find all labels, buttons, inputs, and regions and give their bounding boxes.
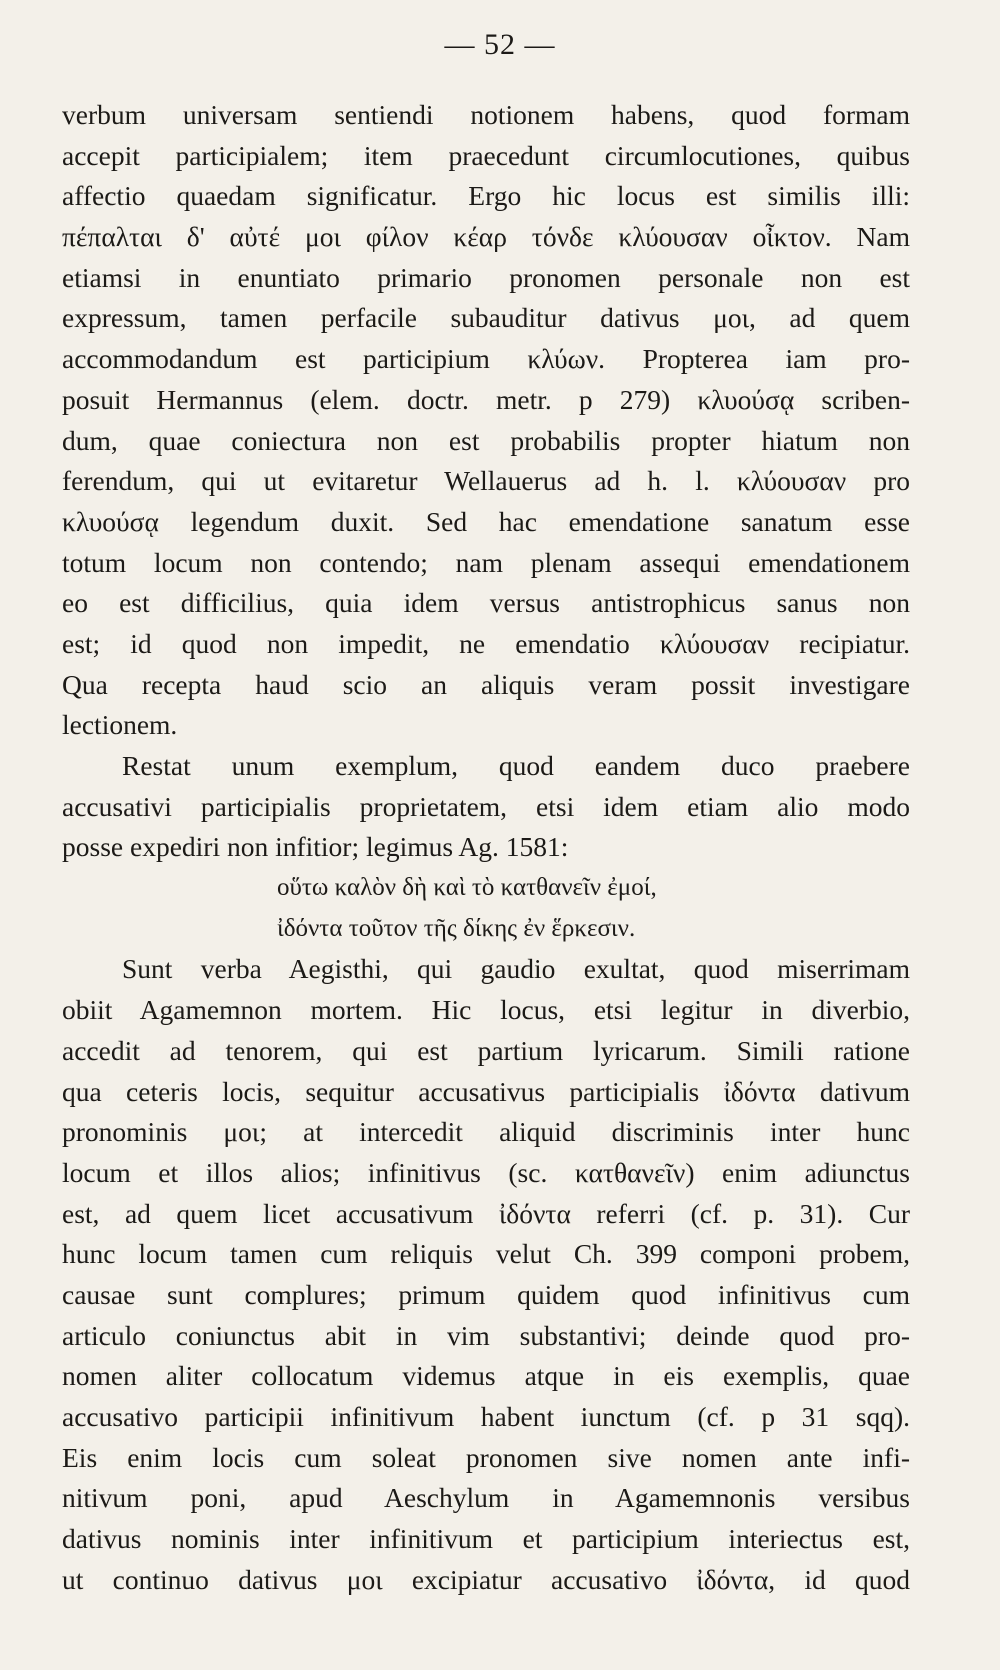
text-line: eo est difficilius, quia idem versus antistrophicus sanus non	[62, 587, 910, 619]
text-line: est; id quod non impedit, ne emendatio κλύουσαν recipiatur.	[62, 627, 910, 659]
quoted-verse-line: οὕτω καλὸν δὴ καὶ τὸ κατθανεῖν ἐμοί,	[277, 874, 657, 902]
text-line: etiamsi in enuntiato primario pronomen personale non est	[62, 261, 910, 293]
text-line: expressum, tamen perfacile subauditur dativus μοι, ad quem	[62, 302, 910, 334]
text-line: accusativi participialis proprietatem, etsi idem etiam alio modo	[62, 790, 910, 822]
text-line: posuit Hermannus (elem. doctr. metr. p 279) κλυούσᾳ scriben-	[62, 383, 910, 415]
text-line: ferendum, qui ut evitaretur Wellauerus ad h. l. κλύουσαν pro	[62, 465, 910, 497]
text-line: ut continuo dativus μοι excipiatur accusativo ἰδόντα, id quod	[62, 1563, 910, 1595]
text-line: nitivum poni, apud Aeschylum in Agamemnonis versibus	[62, 1482, 910, 1514]
text-line: accommodandum est participium κλύων. Propterea iam pro-	[62, 343, 910, 375]
text-line: nomen aliter collocatum videmus atque in eis exemplis, quae	[62, 1360, 910, 1392]
text-line: causae sunt complures; primum quidem quod infinitivus cum	[62, 1278, 910, 1310]
text-line: articulo coniunctus abit in vim substantivi; deinde quod pro-	[62, 1319, 910, 1351]
text-line: Qua recepta haud scio an aliquis veram possit investigare	[62, 668, 910, 700]
text-line: obiit Agamemnon mortem. Hic locus, etsi legitur in diverbio,	[62, 994, 910, 1026]
body-text	[62, 95, 910, 1600]
text-line: pronominis μοι; at intercedit aliquid discriminis inter hunc	[62, 1116, 910, 1148]
text-line: accusativo participii infinitivum habent iunctum (cf. p 31 sqq).	[62, 1401, 910, 1432]
text-line: dativus nominis inter infinitivum et participium interiectus est,	[62, 1523, 910, 1555]
text-line: locum et illos alios; infinitivus (sc. κατθανεῖν) enim adiunctus	[62, 1156, 910, 1188]
text-line: πέπαλται δ' αὐτέ μοι φίλον κέαρ τόνδε κλύουσαν οἶκτον. Nam	[62, 221, 910, 253]
text-line: qua ceteris locis, sequitur accusativus participialis ἰδόντα dativum	[62, 1075, 910, 1107]
text-line: accedit ad tenorem, qui est partium lyricarum. Simili ratione	[62, 1034, 910, 1066]
text-line: Eis enim locis cum soleat pronomen sive nomen ante infi-	[62, 1441, 910, 1473]
text-line: affectio quaedam significatur. Ergo hic locus est similis illi:	[62, 180, 910, 212]
text-line: verbum universam sentiendi notionem habens, quod formam	[62, 99, 910, 130]
page-number: — 52 —	[444, 28, 556, 61]
text-line: posse expediri non infitior; legimus Ag. 1581:	[62, 831, 569, 863]
text-line: accepit participialem; item praecedunt circumlocutiones, quibus	[62, 139, 910, 171]
text-line: hunc locum tamen cum reliquis velut Ch. 399 componi probem,	[62, 1238, 910, 1270]
text-line: lectionem.	[62, 709, 178, 741]
quoted-verse-line: ἰδόντα τοῦτον τῆς δίκης ἐν ἕρκεσιν.	[277, 914, 636, 942]
text-line: κλυούσᾳ legendum duxit. Sed hac emendatione sanatum esse	[62, 505, 910, 537]
paragraph-start-line: Sunt verba Aegisthi, qui gaudio exultat, quod miserrimam	[122, 953, 910, 985]
text-line: est, ad quem licet accusativum ἰδόντα referri (cf. p. 31). Cur	[62, 1197, 910, 1229]
text-line: totum locum non contendo; nam plenam assequi emendationem	[62, 546, 910, 578]
paragraph-start-line: Restat unum exemplum, quod eandem duco praebere	[122, 750, 910, 781]
text-line: dum, quae coniectura non est probabilis propter hiatum non	[62, 424, 910, 456]
